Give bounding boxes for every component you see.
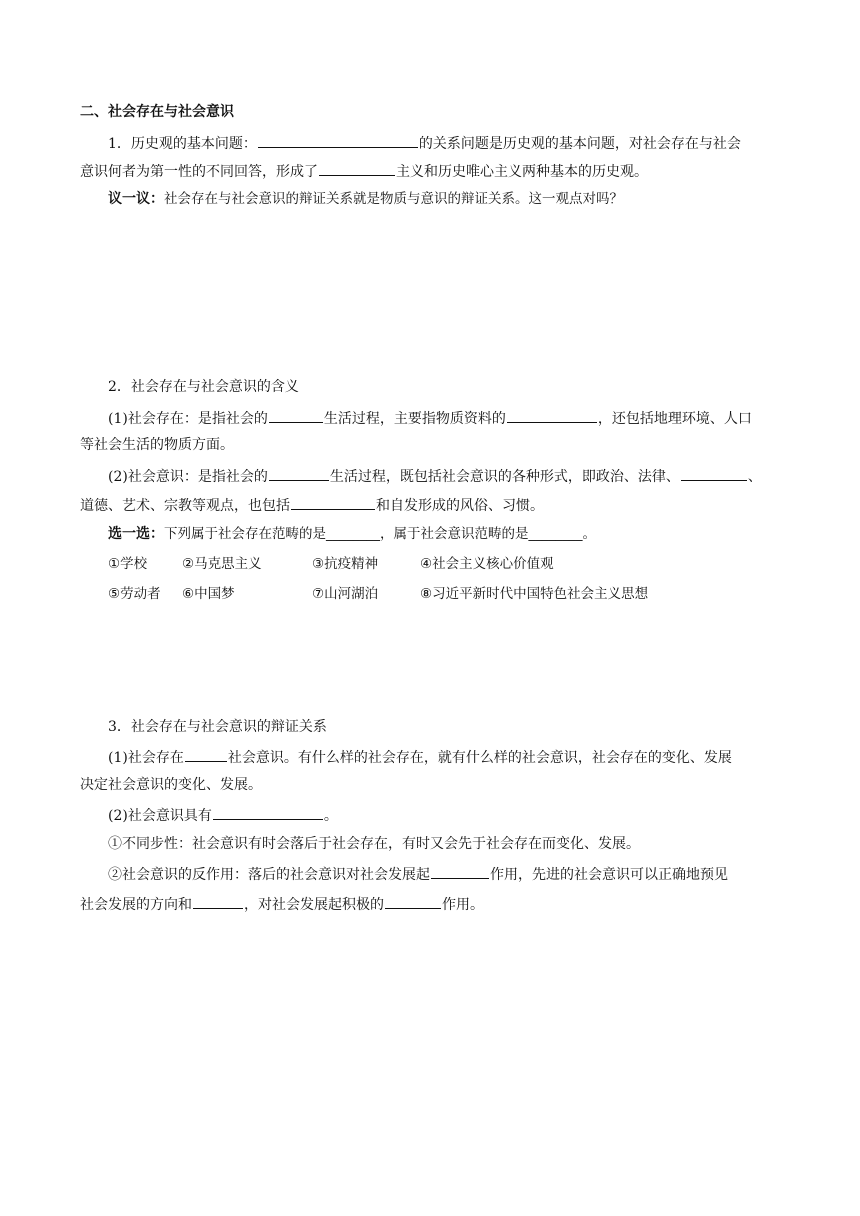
option-item: ⑤劳动者: [108, 586, 161, 602]
q3-p1-line-1: [108, 746, 732, 768]
option-item: ②马克思主义: [182, 556, 262, 572]
q3-blank-1[interactable]: [185, 746, 227, 762]
option-item: ④社会主义核心价值观: [420, 556, 554, 572]
q2-blank-5[interactable]: [291, 494, 375, 510]
q2-p1-line-2: 等社会生活的物质方面。: [80, 437, 234, 453]
q3-p2-line: [108, 804, 338, 826]
q2-text: 和自发形成的风俗、习惯。: [376, 498, 544, 514]
q2-p1-line-1: [108, 407, 752, 429]
q3-text: (1)社会存在: [108, 750, 184, 766]
q2-blank-4[interactable]: [681, 465, 747, 481]
q3-text: ②社会意识的反作用：落后的社会意识对社会发展起: [108, 867, 430, 883]
q2-blank-2[interactable]: [507, 407, 597, 423]
q2-title: 2．社会存在与社会意识的含义: [108, 379, 299, 395]
q3-p4-line-1: [108, 863, 728, 885]
q1-text: 1．历史观的基本问题：: [108, 136, 257, 152]
options-row-2: [108, 584, 768, 604]
q3-blank-2[interactable]: [213, 804, 323, 820]
q1-blank-1[interactable]: [258, 132, 418, 148]
q2-blank-1[interactable]: [269, 407, 323, 423]
option-item: ③抗疫精神: [312, 556, 379, 572]
select-label: 选一选：: [108, 526, 164, 542]
q2-text: 生活过程，既包括社会意识的各种形式，即政治、法律、: [329, 469, 680, 485]
q2-p2-line-2: [80, 494, 544, 516]
q3-text: 作用。: [442, 897, 484, 913]
q3-p1-line-2: 决定社会意识的变化、发展。: [80, 777, 262, 793]
q2-blank-3[interactable]: [269, 465, 329, 481]
q3-blank-4[interactable]: [193, 893, 243, 909]
q2-text: ，还包括地理环境、人口: [597, 411, 752, 427]
q2-text: 道德、艺术、宗教等观点，也包括: [80, 498, 290, 514]
q3-blank-3[interactable]: [431, 863, 489, 879]
options-row-1: [108, 554, 768, 574]
option-item: ⑥中国梦: [182, 586, 235, 602]
q3-text: ，对社会发展起积极的: [244, 897, 384, 913]
q3-text: 作用，先进的社会意识可以正确地预见: [490, 867, 728, 883]
q2-text: (1)社会存在：是指社会的: [108, 411, 268, 427]
discuss-line: [108, 189, 623, 209]
q3-title: 3．社会存在与社会意识的辩证关系: [108, 719, 327, 735]
discuss-text: 社会存在与社会意识的辩证关系就是物质与意识的辩证关系。这一观点对吗？: [164, 191, 623, 207]
option-item: ⑦山河湖泊: [312, 586, 379, 602]
q3-text: 社会意识。有什么样的社会存在，就有什么样的社会意识，社会存在的变化、发展: [227, 750, 732, 766]
q3-p3-line: ①不同步性：社会意识有时会落后于社会存在，有时又会先于社会存在而变化、发展。: [108, 836, 640, 852]
section-title: 二、社会存在与社会意识: [80, 104, 234, 120]
q3-text: 。: [323, 808, 338, 824]
q1-text: 主义和历史唯心主义两种基本的历史观。: [396, 164, 648, 180]
q3-text: (2)社会意识具有: [108, 808, 212, 824]
q1-blank-2[interactable]: [319, 160, 395, 176]
select-text: 下列属于社会存在范畴的是________，属于社会意识范畴的是________。: [164, 526, 596, 542]
q2-text: 、: [747, 469, 762, 485]
q1-text: 的关系问题是历史观的基本问题，对社会存在与社会: [418, 136, 741, 152]
q3-blank-5[interactable]: [385, 893, 441, 909]
q2-text: (2)社会意识：是指社会的: [108, 469, 268, 485]
q2-text: 生活过程，主要指物质资料的: [323, 411, 506, 427]
q1-line-1: [108, 132, 741, 154]
q3-p4-line-2: [80, 893, 484, 915]
select-line: [108, 524, 596, 544]
q2-p2-line-1: [108, 465, 762, 487]
option-item: ⑧习近平新时代中国特色社会主义思想: [420, 586, 649, 602]
option-item: ①学校: [108, 556, 148, 572]
q1-line-2: [80, 160, 648, 182]
q3-text: 社会发展的方向和: [80, 897, 192, 913]
discuss-label: 议一议：: [108, 191, 164, 207]
q1-text: 意识何者为第一性的不同回答，形成了: [80, 164, 318, 180]
